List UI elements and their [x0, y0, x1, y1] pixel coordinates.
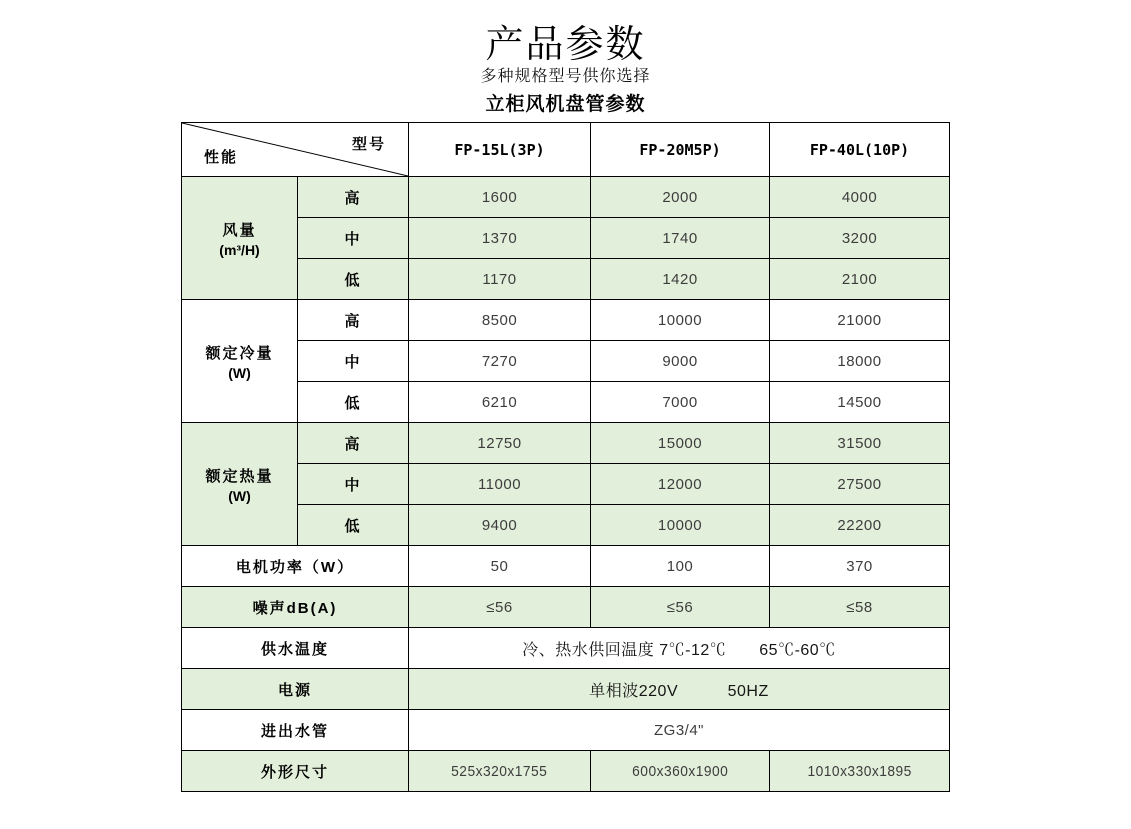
dimension-value: 600x360x1900	[631, 762, 729, 780]
merged-value-cell: 冷、热水供回温度 7℃-12℃ 65℃-60℃	[409, 628, 950, 669]
level-cell: 中	[298, 218, 409, 259]
value-cell: 1170	[409, 259, 591, 300]
corner-performance-label: 性能	[204, 149, 239, 166]
level-cell: 中	[298, 464, 409, 505]
value-cell: 9000	[591, 341, 770, 382]
value-cell: ≤56	[591, 587, 770, 628]
spec-table	[181, 122, 950, 792]
table-row	[182, 546, 950, 587]
model-header-cell: FP-20M5P)	[591, 123, 770, 177]
dimension-value: 1010x330x1895	[807, 762, 912, 780]
group-unit: (m³/H)	[219, 241, 260, 258]
level-cell: 高	[298, 423, 409, 464]
group-label: 额定热量	[205, 467, 274, 485]
group-label: 风量	[222, 221, 257, 239]
value-cell: 1740	[591, 218, 770, 259]
value-cell: 18000	[770, 341, 950, 382]
corner-model-label: 型号	[351, 136, 386, 153]
table-row	[182, 464, 950, 505]
value-cell: 10000	[591, 300, 770, 341]
value-cell: 1420	[591, 259, 770, 300]
value-cell: 11000	[409, 464, 591, 505]
value-cell	[591, 751, 770, 792]
value-cell: 1370	[409, 218, 591, 259]
value-cell: 3200	[770, 218, 950, 259]
table-row	[182, 341, 950, 382]
value-cell: 22200	[770, 505, 950, 546]
table-row	[182, 423, 950, 464]
table-row	[182, 628, 950, 669]
page-subtitle: 多种规格型号供你选择	[480, 68, 651, 85]
table-row	[182, 218, 950, 259]
value-cell: 6210	[409, 382, 591, 423]
corner-cell	[182, 123, 409, 177]
group-label-cell	[182, 300, 298, 423]
row-label-cell: 电源	[182, 669, 409, 710]
table-row	[182, 505, 950, 546]
group-label-cell	[182, 177, 298, 300]
model-header-cell: FP-40L(10P)	[770, 123, 950, 177]
value-cell: 1600	[409, 177, 591, 218]
group-label: 额定冷量	[205, 344, 274, 362]
page-title: 产品参数	[485, 24, 646, 66]
table-title: 立柜风机盘管参数	[485, 94, 646, 115]
model-header-cell: FP-15L(3P)	[409, 123, 591, 177]
level-cell: 高	[298, 300, 409, 341]
merged-value-cell: 单相波220V 50HZ	[409, 669, 950, 710]
value-cell	[770, 751, 950, 792]
row-label-cell: 供水温度	[182, 628, 409, 669]
table-row	[182, 382, 950, 423]
group-unit: (W)	[228, 487, 251, 504]
value-cell: 9400	[409, 505, 591, 546]
value-cell: 10000	[591, 505, 770, 546]
dimension-value: 525x320x1755	[451, 762, 548, 780]
level-cell: 低	[298, 382, 409, 423]
group-unit: (W)	[228, 364, 251, 381]
row-label-cell: 噪声dB(A)	[182, 587, 409, 628]
level-cell: 高	[298, 177, 409, 218]
value-cell: 2000	[591, 177, 770, 218]
value-cell: 7270	[409, 341, 591, 382]
row-label-cell: 外形尺寸	[182, 751, 409, 792]
table-row	[182, 751, 950, 792]
value-cell: 12750	[409, 423, 591, 464]
value-cell: 50	[409, 546, 591, 587]
value-cell: 100	[591, 546, 770, 587]
table-row	[182, 177, 950, 218]
value-cell: 12000	[591, 464, 770, 505]
table-row	[182, 587, 950, 628]
value-cell: 2100	[770, 259, 950, 300]
table-row	[182, 669, 950, 710]
value-cell: 27500	[770, 464, 950, 505]
level-cell: 低	[298, 259, 409, 300]
row-label-cell: 电机功率（W）	[182, 546, 409, 587]
value-cell: 8500	[409, 300, 591, 341]
row-label-cell: 进出水管	[182, 710, 409, 751]
table-row	[182, 710, 950, 751]
value-cell: 4000	[770, 177, 950, 218]
value-cell: 21000	[770, 300, 950, 341]
value-cell: ≤56	[409, 587, 591, 628]
level-cell: 中	[298, 341, 409, 382]
level-cell: 低	[298, 505, 409, 546]
value-cell: 31500	[770, 423, 950, 464]
value-cell: ≤58	[770, 587, 950, 628]
merged-value-cell: ZG3/4"	[409, 710, 950, 751]
table-row	[182, 300, 950, 341]
value-cell: 7000	[591, 382, 770, 423]
value-cell: 14500	[770, 382, 950, 423]
group-label-cell	[182, 423, 298, 546]
value-cell	[409, 751, 591, 792]
value-cell: 15000	[591, 423, 770, 464]
header-row	[182, 123, 950, 177]
table-row	[182, 259, 950, 300]
value-cell: 370	[770, 546, 950, 587]
